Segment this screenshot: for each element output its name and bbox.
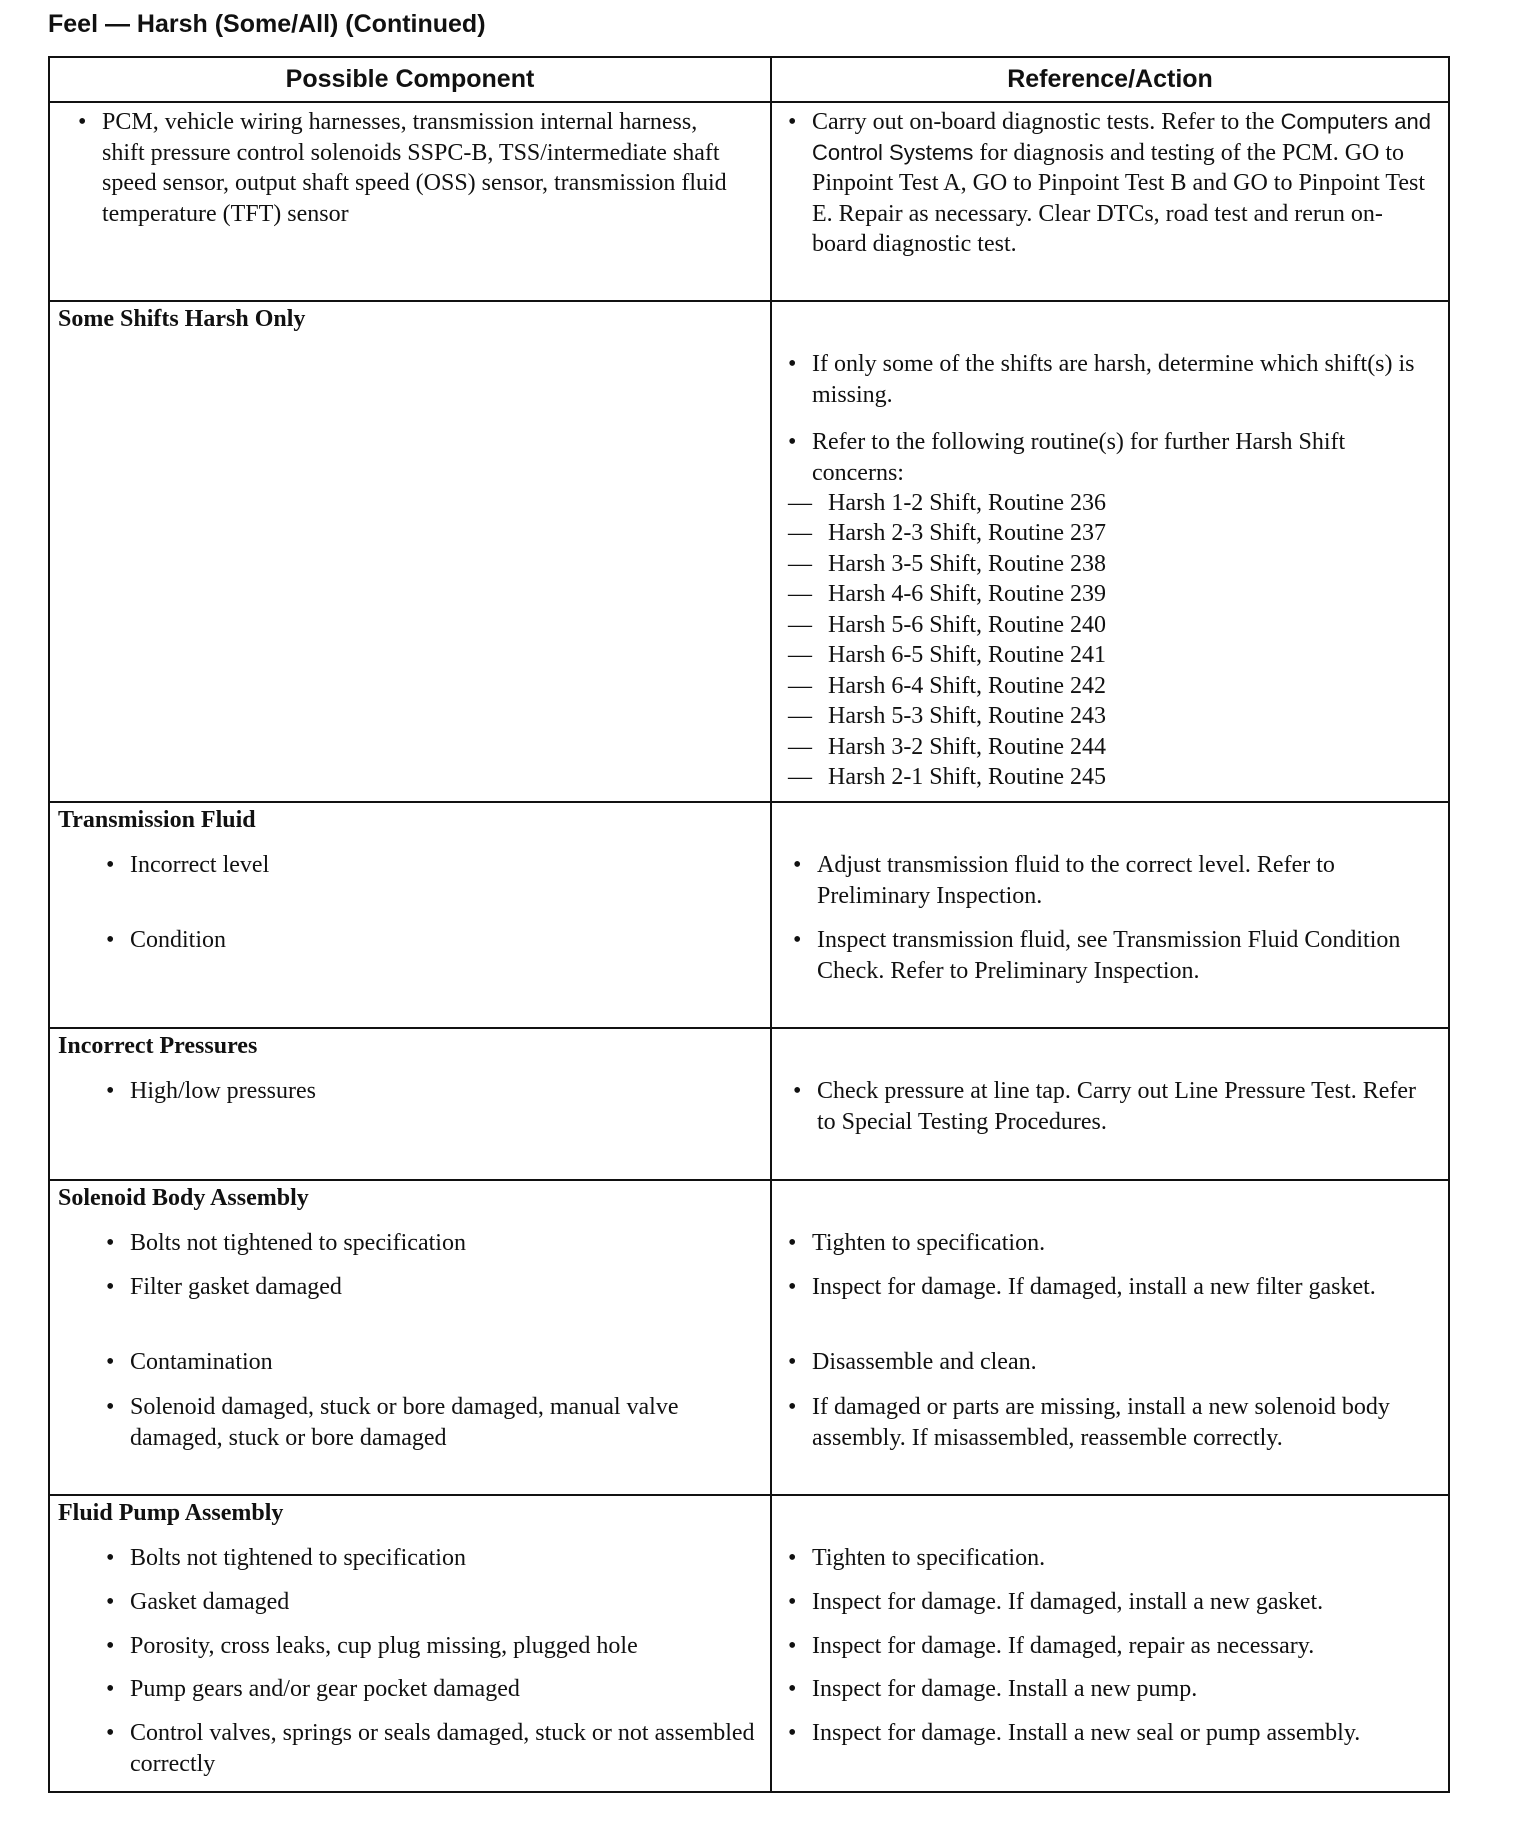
- list-item: • Refer to the following routine(s) for further Harsh Shift concerns:: [788, 429, 1346, 486]
- list-item: • Inspect for damage. If damaged, install a new filter gasket.: [812, 1272, 1432, 1303]
- bullet-icon: •: [106, 927, 115, 953]
- table-row: [49, 1495, 1449, 1792]
- routine-item: — Harsh 2-1 Shift, Routine 245: [788, 764, 1106, 790]
- list-item: • Filter gasket damaged: [130, 1272, 760, 1303]
- routine-item: — Harsh 5-3 Shift, Routine 243: [788, 703, 1106, 729]
- bullet-icon: •: [106, 852, 115, 878]
- header-possible-component: Possible Component: [49, 57, 771, 102]
- list-item: • If damaged or parts are missing, install a new solenoid body assembly. If misassembled, reassemble correctly.: [788, 1394, 1390, 1451]
- bullet-icon: •: [106, 1589, 115, 1615]
- bullet-icon: •: [788, 1633, 797, 1659]
- bullet-icon: •: [788, 1720, 797, 1746]
- list-item: • High/low pressures: [130, 1076, 750, 1107]
- bullet-icon: •: [793, 852, 802, 878]
- list-item: • Porosity, cross leaks, cup plug missing, plugged hole: [130, 1631, 770, 1662]
- section-title: Solenoid Body Assembly: [58, 1185, 309, 1211]
- routine-item: — Harsh 1-2 Shift, Routine 236: [788, 490, 1106, 516]
- list-item: • Inspect for damage. If damaged, repair as necessary.: [812, 1631, 1442, 1662]
- list-item: • Carry out on-board diagnostic tests. Refer to the Computers and Control Systems for diagnosis and testing of the PCM. GO to Pinpoint Test A, GO to Pinpoint Test B and GO to Pinpoint Test E. Repair as necessary. Clear DTCs, road test and rerun on-board diagnostic test.: [788, 109, 1431, 257]
- bullet-icon: •: [788, 1545, 797, 1571]
- list-item: • Inspect for damage. If damaged, install a new gasket.: [812, 1587, 1442, 1618]
- section-title: Incorrect Pressures: [58, 1033, 258, 1059]
- table-row: [49, 301, 1449, 802]
- bullet-icon: •: [106, 1720, 115, 1746]
- section-title: Some Shifts Harsh Only: [58, 306, 306, 332]
- header-reference-action: Reference/Action: [771, 57, 1449, 102]
- table-row: [49, 1180, 1449, 1495]
- routine-item: — Harsh 6-5 Shift, Routine 241: [788, 642, 1106, 668]
- list-item: • Inspect for damage. Install a new seal or pump assembly.: [812, 1718, 1372, 1749]
- list-item: • Tighten to specification.: [812, 1543, 1442, 1574]
- list-item: • Gasket damaged: [130, 1587, 770, 1618]
- bullet-icon: •: [788, 351, 797, 377]
- routine-item: — Harsh 2-3 Shift, Routine 237: [788, 520, 1106, 546]
- list-item: • Check pressure at line tap. Carry out Line Pressure Test. Refer to Special Testing Procedures.: [793, 1078, 1417, 1135]
- list-item: • Bolts not tightened to specification: [130, 1543, 770, 1574]
- table-row: [49, 802, 1449, 1028]
- table-row: [49, 102, 1449, 301]
- table-row: [49, 1028, 1449, 1180]
- header-row: [49, 57, 1449, 102]
- bullet-icon: •: [788, 1589, 797, 1615]
- list-item: • PCM, vehicle wiring harnesses, transmission internal harness, shift pressure control solenoids SSPC-B, TSS/intermediate shaft speed sensor, output shaft speed (OSS) sensor, transmission fluid temperature (TFT) sensor: [78, 109, 727, 227]
- bullet-icon: •: [788, 1274, 797, 1300]
- routine-item: — Harsh 3-5 Shift, Routine 238: [788, 551, 1106, 577]
- list-item: • Control valves, springs or seals damaged, stuck or not assembled correctly: [106, 1720, 755, 1777]
- list-item: • Contamination: [130, 1347, 760, 1378]
- list-item: • Bolts not tightened to specification: [130, 1228, 760, 1259]
- reference-link[interactable]: Computers and Control Systems: [812, 109, 1431, 165]
- routine-item: — Harsh 6-4 Shift, Routine 242: [788, 673, 1106, 699]
- list-item: • Tighten to specification.: [812, 1228, 1432, 1259]
- list-item: • Inspect transmission fluid, see Transmission Fluid Condition Check. Refer to Preliminary Inspection.: [793, 927, 1401, 984]
- list-item: • Condition: [130, 925, 750, 956]
- routine-item: — Harsh 3-2 Shift, Routine 244: [788, 734, 1106, 760]
- page-title: Feel — Harsh (Some/All) (Continued): [48, 10, 486, 38]
- list-item: • Incorrect level: [130, 850, 750, 881]
- section-title: Fluid Pump Assembly: [58, 1500, 284, 1526]
- bullet-icon: •: [106, 1545, 115, 1571]
- bullet-icon: •: [106, 1274, 115, 1300]
- list-item: • Adjust transmission fluid to the correct level. Refer to Preliminary Inspection.: [793, 852, 1335, 909]
- bullet-icon: •: [788, 1676, 797, 1702]
- diagnosis-table: [48, 56, 1450, 1793]
- bullet-icon: •: [788, 429, 797, 455]
- bullet-icon: •: [106, 1633, 115, 1659]
- list-item: • Inspect for damage. Install a new pump.: [812, 1674, 1442, 1705]
- bullet-icon: •: [793, 927, 802, 953]
- bullet-icon: •: [106, 1349, 115, 1375]
- routine-item: — Harsh 5-6 Shift, Routine 240: [788, 612, 1106, 638]
- list-item: • If only some of the shifts are harsh, determine which shift(s) is missing.: [788, 351, 1415, 408]
- bullet-icon: •: [788, 109, 797, 135]
- bullet-icon: •: [106, 1394, 115, 1420]
- section-title: Transmission Fluid: [58, 807, 256, 833]
- bullet-icon: •: [106, 1078, 115, 1104]
- bullet-icon: •: [78, 109, 87, 135]
- list-item: • Disassemble and clean.: [812, 1347, 1432, 1378]
- bullet-icon: •: [788, 1394, 797, 1420]
- bullet-icon: •: [788, 1349, 797, 1375]
- bullet-icon: •: [106, 1676, 115, 1702]
- bullet-icon: •: [788, 1230, 797, 1256]
- bullet-icon: •: [106, 1230, 115, 1256]
- routine-item: — Harsh 4-6 Shift, Routine 239: [788, 581, 1106, 607]
- list-item: • Solenoid damaged, stuck or bore damaged, manual valve damaged, stuck or bore damaged: [106, 1394, 679, 1451]
- bullet-icon: •: [793, 1078, 802, 1104]
- list-item: • Pump gears and/or gear pocket damaged: [130, 1674, 770, 1705]
